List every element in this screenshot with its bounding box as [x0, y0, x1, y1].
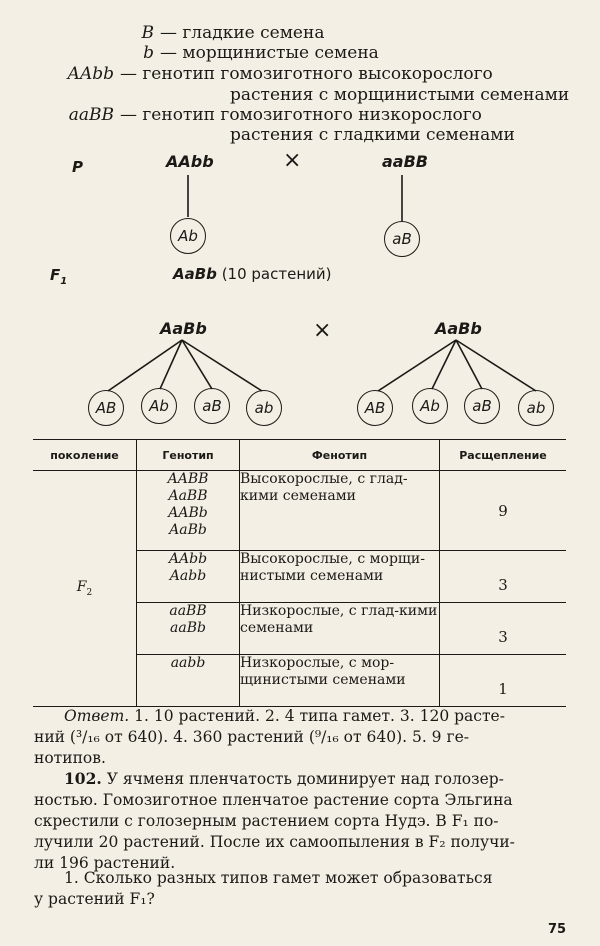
question-line: у растений F₁? — [34, 890, 155, 908]
genotype-cell: aaBB aaBb — [137, 603, 240, 655]
page-number: 75 — [548, 922, 567, 937]
gamete-circle: Ab — [412, 388, 448, 424]
header-split: Расщепление — [440, 440, 567, 471]
answer-line: нотипов. — [34, 749, 106, 767]
cross-sign: × — [283, 148, 302, 173]
phenotype-cell: Низкорослые, с глад-кими семенами — [240, 603, 440, 655]
problem-line: ли 196 растений. — [34, 854, 176, 872]
cross-diagram-lines — [0, 0, 600, 440]
split-cell: 3 — [440, 551, 567, 603]
header-generation: поколение — [33, 440, 137, 471]
problem-line: скрестили с голозерным растением сорта Нудэ. В F₁ по- — [34, 812, 499, 830]
f1-left-genotype: AaBb — [160, 319, 207, 338]
header-phenotype: Фенотип — [240, 440, 440, 471]
question-paragraph — [34, 868, 568, 910]
f1-right-genotype: AaBb — [435, 319, 482, 338]
f1-result: AaBb (10 растений) — [173, 265, 332, 283]
problem-line: 102. У ячменя пленчатость доминирует над голозер- — [64, 769, 504, 788]
parents-label: P — [72, 158, 83, 176]
answer-line: ний (³/₁₆ от 640). 4. 360 растений (⁹/₁₆ от 640). 5. 9 ге- — [34, 728, 470, 746]
phenotype-cell: Высокорослые, с глад-кими семенами — [240, 471, 440, 551]
parent-left-genotype: AAbb — [166, 152, 214, 171]
split-cell: 9 — [440, 471, 567, 551]
table-header-row — [33, 440, 566, 471]
generation-cell: $F_2$ — [33, 471, 137, 707]
results-table — [33, 439, 566, 707]
gamete-circle: ab — [518, 390, 554, 426]
gamete-circle: Ab — [141, 388, 177, 424]
f1-label: $F_1$ — [50, 266, 68, 287]
phenotype-cell: Высокорослые, с морщи-нистыми семенами — [240, 551, 440, 603]
cross-sign: × — [313, 318, 332, 343]
question-line: 1. Сколько разных типов гамет может образоваться — [64, 869, 493, 887]
answer-paragraph — [34, 706, 564, 769]
split-cell: 3 — [440, 603, 567, 655]
problem-line: лучили 20 растений. После их самоопыления в F₂ получи- — [34, 833, 515, 851]
gamete-circle: ab — [246, 390, 282, 426]
problem-paragraph — [34, 768, 568, 874]
problem-line: ностью. Гомозиготное пленчатое растение сорта Эльгина — [34, 791, 513, 809]
genotype-cell: AABB AaBB AABb AaBb — [137, 471, 240, 551]
gamete-circle: Ab — [170, 218, 206, 254]
table-row — [33, 471, 566, 551]
gamete-circle: AB — [88, 390, 124, 426]
gamete-circle: aB — [384, 221, 420, 257]
genotype-cell: AAbb Aabb — [137, 551, 240, 603]
header-genotype: Генотип — [137, 440, 240, 471]
genotype-cell: aabb — [137, 655, 240, 707]
gamete-circle: AB — [357, 390, 393, 426]
phenotype-cell: Низкорослые, с мор-щинистыми семенами — [240, 655, 440, 707]
parent-right-genotype: aaBB — [382, 152, 428, 171]
gamete-circle: aB — [464, 388, 500, 424]
split-cell: 1 — [440, 655, 567, 707]
gamete-circle: aB — [194, 388, 230, 424]
answer-line: Ответ. 1. 10 растений. 2. 4 типа гамет. 3. 120 расте- — [64, 707, 505, 725]
